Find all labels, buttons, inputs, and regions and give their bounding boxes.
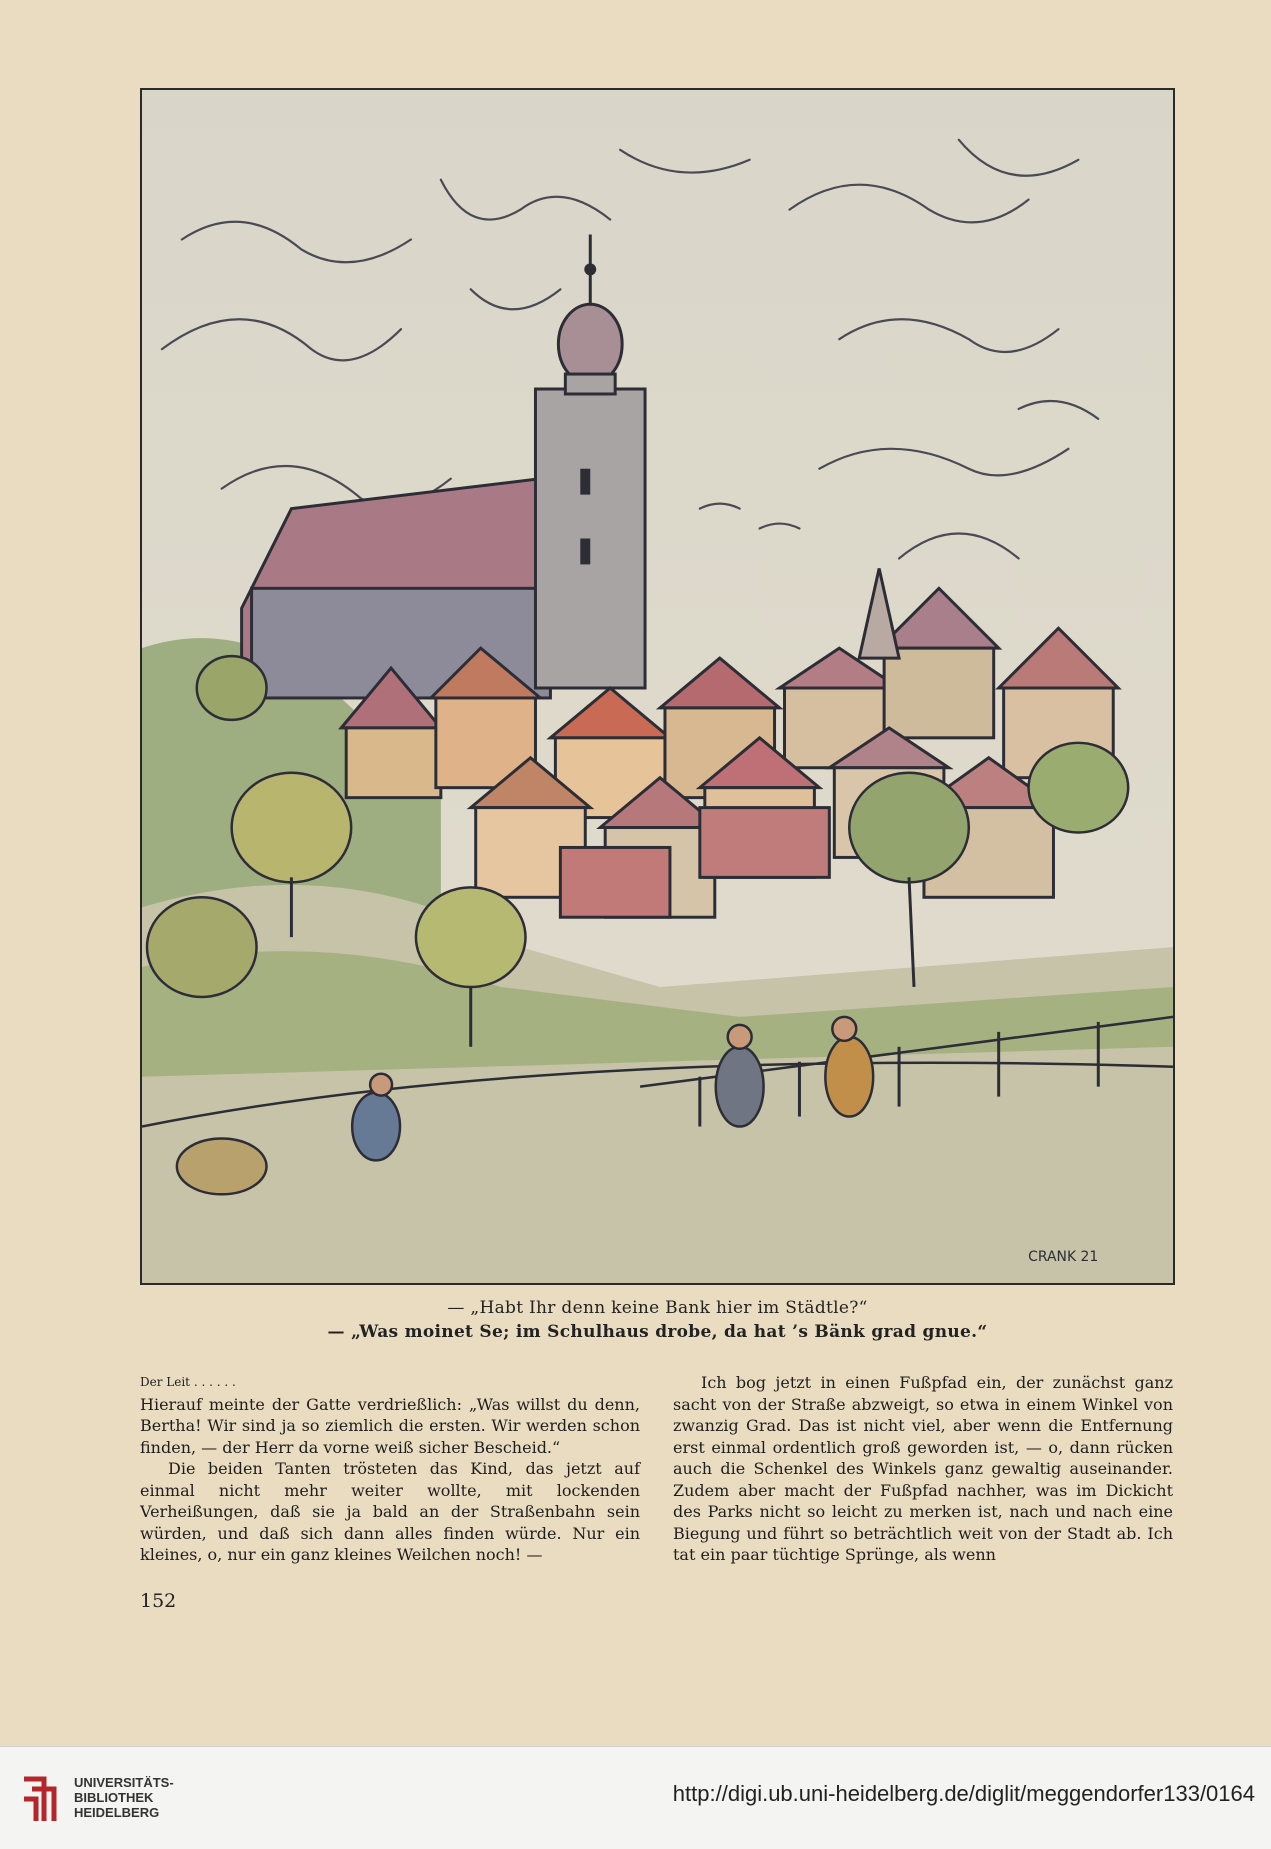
section-heading: Der Leit . . . . . .	[140, 1375, 236, 1389]
paragraph: Hierauf meinte der Gatte verdrießlich: „Was willst du denn, Bertha! Wir sind ja so ziemlich die ersten. Wir werden schon finden, — der Herr da vorne weiß sicher Bescheid.“	[140, 1394, 640, 1457]
watercolor-drawing	[142, 90, 1173, 1283]
caption-line-1: — „Habt Ihr denn keine Bank hier im Städtle?“	[447, 1298, 868, 1318]
paragraph: Ich bog jetzt in einen Fußpfad ein, der zunächst ganz sacht von der Straße abzweigt, so etwa in einem Winkel von zwanzig Grad. Das ist nicht viel, aber wenn die Entfernung erst einmal ordentlich groß geworden ist, — o, dann rücken auch die Schenkel des Winkels ganz gewaltig auseinander. Zudem aber macht der Fußpfad nachher, was im Dickicht des Parks nicht so leicht zu merken ist, nach und nach eine Biegung und führt so beträchtlich weit von der Stadt ab. Ich tat ein paar tüchtige Sprünge, als wenn	[673, 1373, 1173, 1564]
caption-line-2: — „Was moinet Se; im Schulhaus drobe, da hat ’s Bänk grad gnue.“	[327, 1322, 988, 1342]
artist-signature: CRANK 21	[1028, 1249, 1099, 1266]
library-name-line: HEIDELBERG	[74, 1805, 160, 1820]
viewer-footer	[0, 1746, 1271, 1849]
page-number: 152	[140, 1590, 177, 1612]
library-name-line: UNIVERSITÄTS-	[74, 1775, 174, 1790]
library-name	[74, 1775, 174, 1820]
library-logo-icon	[16, 1767, 66, 1829]
town-church-illustration	[140, 88, 1175, 1285]
right-text-column	[673, 1372, 1173, 1566]
library-name-line: BIBLIOTHEK	[74, 1790, 154, 1805]
paragraph: Die beiden Tanten trösteten das Kind, das jetzt auf einmal nicht mehr weiter wollte, mit lockenden Verheißungen, daß sie ja bald an der Straßenbahn sein würden, und daß sich dann alles finden würde. Nur ein kleines, o, nur ein ganz kleines Weilchen noch! —	[140, 1459, 640, 1564]
left-text-column	[140, 1372, 640, 1566]
digital-library-url[interactable]: http://digi.ub.uni-heidelberg.de/diglit/meggendorfer133/0164	[672, 1781, 1255, 1806]
